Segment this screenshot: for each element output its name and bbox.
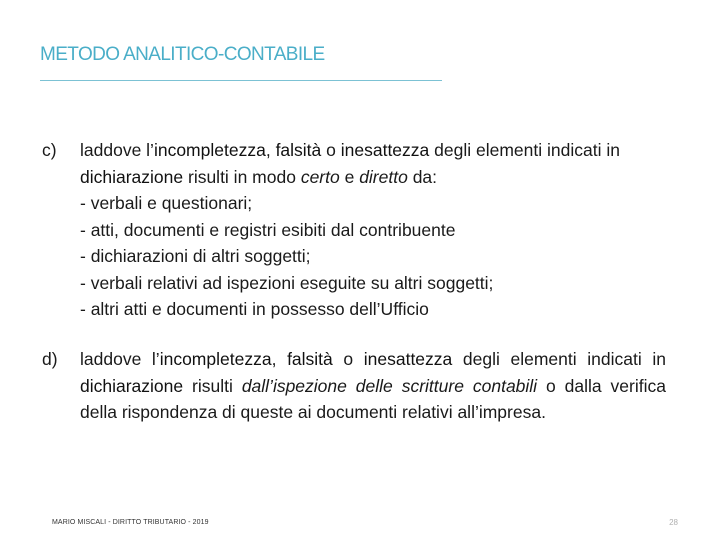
text-segment: , xyxy=(271,349,288,369)
keyword-inesattezza: inesattezza xyxy=(340,140,430,160)
text-segment: degli elementi indicati in xyxy=(429,140,620,160)
list-item-c xyxy=(42,137,666,323)
text-segment: o xyxy=(332,349,364,369)
text-segment: laddove l’ xyxy=(80,140,154,160)
keyword-incompletezza: incompletezza xyxy=(159,349,272,369)
text-segment: risulti in modo xyxy=(183,166,301,187)
italic-ispezione-scritture: dall’ispezione delle scritture contabili xyxy=(241,375,538,396)
text-segment: degli elementi indicati in xyxy=(452,349,666,369)
sub-item: - verbali relativi ad ispezioni eseguite su altri soggetti; xyxy=(80,272,494,293)
sub-item: - altri atti e documenti in possesso dell’Ufficio xyxy=(80,299,429,319)
sub-item: - verbali e questionari; xyxy=(80,193,253,213)
slide-title: METODO ANALITICO-CONTABILE xyxy=(40,44,325,65)
text-segment: , xyxy=(265,140,276,160)
item-paragraph xyxy=(80,137,666,190)
list-marker: d) xyxy=(42,349,58,369)
keyword-incompletezza: incompletezza xyxy=(153,140,266,160)
text-segment: o xyxy=(321,140,341,160)
keyword-inesattezza: inesattezza xyxy=(363,349,453,369)
title-underline xyxy=(40,80,442,81)
list-marker: c) xyxy=(42,140,57,160)
keyword-dichiarazione: dichiarazione xyxy=(80,375,184,396)
text-segment: risulti xyxy=(183,375,242,396)
page-number: 28 xyxy=(669,518,678,527)
keyword-falsita: falsità xyxy=(275,140,322,160)
footer-author: MARIO MISCALI - DIRITTO TRIBUTARIO - 2019 xyxy=(52,519,209,526)
keyword-dichiarazione: dichiarazione xyxy=(80,166,184,187)
italic-diretto: diretto xyxy=(359,166,408,187)
text-segment: da: xyxy=(407,166,438,187)
text-segment: laddove l’ xyxy=(80,349,160,369)
list-item-text xyxy=(80,137,666,323)
keyword-falsita: falsità xyxy=(287,349,333,369)
sub-item: - dichiarazioni di altri soggetti; xyxy=(80,246,311,266)
list-item-text xyxy=(80,346,666,426)
italic-certo: certo xyxy=(300,166,340,187)
sub-item: - atti, documenti e registri esibiti dal contribuente xyxy=(80,219,456,240)
text-segment: o dalla verifica della rispondenza di queste ai documenti relativi all’impresa. xyxy=(80,375,666,422)
text-segment: e xyxy=(339,166,360,187)
list-item-d xyxy=(42,346,666,426)
